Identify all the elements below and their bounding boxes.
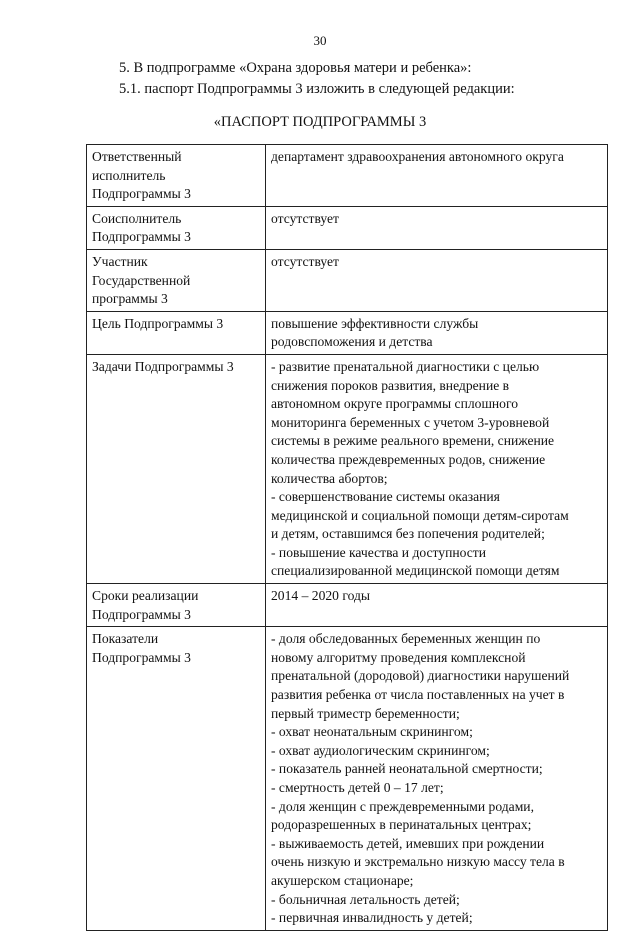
row-value-line: повышение эффективности службы bbox=[271, 315, 479, 331]
row-value-line: системы в режиме реального времени, снижение bbox=[271, 433, 555, 449]
row-value-line: - первичная инвалидность у детей; bbox=[271, 910, 473, 926]
row-value-cell bbox=[266, 206, 608, 249]
row-value-line: и детям, оставшимся без попечения родителей; bbox=[271, 526, 545, 542]
row-label-line: программы 3 bbox=[92, 291, 168, 307]
row-label-line: Задачи Подпрограммы 3 bbox=[92, 358, 234, 374]
passport-table bbox=[86, 144, 608, 931]
row-label-line: Ответственный bbox=[92, 149, 182, 164]
row-label-line: Подпрограммы 3 bbox=[92, 229, 191, 245]
row-value-line: медицинской и социальной помощи детям-сиротам bbox=[271, 507, 569, 523]
row-value-line: количества преждевременных родов, снижение bbox=[271, 451, 546, 467]
row-value-line: департамент здравоохранения автономного округа bbox=[271, 149, 564, 164]
row-value-line: - больничная летальность детей; bbox=[271, 891, 460, 907]
page-number: 30 bbox=[313, 33, 327, 48]
row-value-line: мониторинга беременных с учетом 3-уровневой bbox=[271, 414, 550, 430]
row-value-line: акушерском стационаре; bbox=[271, 872, 414, 888]
row-label-line: Подпрограммы 3 bbox=[92, 606, 191, 622]
row-value-line: очень низкую и экстремально низкую массу тела в bbox=[271, 854, 565, 870]
row-value-line: - смертность детей 0 – 17 лет; bbox=[271, 780, 444, 795]
row-value-line: - выживаемость детей, имевших при рождении bbox=[271, 835, 545, 851]
row-label-cell bbox=[87, 145, 266, 207]
row-value-line: 2014 – 2020 годы bbox=[271, 588, 371, 604]
row-value-line: количества абортов; bbox=[271, 470, 388, 486]
row-value-line: - доля женщин с преждевременными родами, bbox=[271, 798, 534, 814]
row-label-cell bbox=[87, 249, 266, 311]
row-label-line: Показатели bbox=[92, 631, 159, 647]
row-value-line: - охват аудиологическим скринингом; bbox=[271, 742, 490, 758]
table-row bbox=[87, 354, 608, 583]
row-value-line: родовспоможения и детства bbox=[271, 334, 433, 350]
row-value-line: новому алгоритму проведения комплексной bbox=[271, 649, 526, 665]
row-value-line: - доля обследованных беременных женщин по bbox=[271, 631, 541, 647]
table-row bbox=[87, 584, 608, 627]
row-value-cell bbox=[266, 627, 608, 931]
row-value-line: - совершенствование системы оказания bbox=[271, 489, 500, 505]
row-value-line: снижения пороков развития, внедрение в bbox=[271, 377, 510, 393]
row-label-cell bbox=[87, 584, 266, 627]
row-value-cell bbox=[266, 584, 608, 627]
row-value-line: специализированной медицинской помощи детям bbox=[271, 563, 560, 579]
row-label-line: Соисполнитель bbox=[92, 210, 182, 226]
row-value-line: развития ребенка от числа поставленных на учет в bbox=[271, 687, 565, 703]
row-label-line: Участник bbox=[92, 253, 148, 269]
row-label-line: Сроки реализации bbox=[92, 588, 199, 604]
row-label-line: исполнитель bbox=[92, 167, 166, 183]
row-value-line: автономном округе программы сплошного bbox=[271, 396, 519, 412]
row-label-line: Государственной bbox=[92, 272, 191, 288]
intro-line-1: 5. В подпрограмме «Охрана здоровья матери и ребенка»: bbox=[119, 60, 472, 76]
row-label-cell bbox=[87, 627, 266, 931]
table-row bbox=[87, 249, 608, 311]
row-label-cell bbox=[87, 354, 266, 583]
table-row bbox=[87, 206, 608, 249]
row-value-line: - повышение качества и доступности bbox=[271, 544, 487, 560]
row-value-cell bbox=[266, 354, 608, 583]
row-label-cell bbox=[87, 311, 266, 354]
row-value-line: - развитие пренатальной диагностики с целью bbox=[271, 358, 540, 374]
row-label-line: Подпрограммы 3 bbox=[92, 649, 191, 665]
row-value-line: пренатальной (дородовой) диагностики нарушений bbox=[271, 668, 570, 684]
row-value-line: первый триместр беременности; bbox=[271, 705, 460, 721]
row-value-line: родоразрешенных в перинатальных центрах; bbox=[271, 817, 532, 833]
row-value-cell bbox=[266, 311, 608, 354]
row-value-line: - охват неонатальным скринингом; bbox=[271, 724, 473, 740]
table-row bbox=[87, 311, 608, 354]
intro-block bbox=[119, 58, 515, 100]
table-row bbox=[87, 627, 608, 931]
passport-table-body bbox=[87, 145, 608, 931]
row-value-line: отсутствует bbox=[271, 210, 340, 226]
row-value-cell bbox=[266, 249, 608, 311]
intro-line-2: 5.1. паспорт Подпрограммы 3 изложить в следующей редакции: bbox=[119, 81, 515, 97]
row-value-cell bbox=[266, 145, 608, 207]
row-label-line: Цель Подпрограммы 3 bbox=[92, 315, 224, 331]
row-value-line: отсутствует bbox=[271, 253, 340, 269]
row-value-line: - показатель ранней неонатальной смертности; bbox=[271, 761, 543, 777]
row-label-line: Подпрограммы 3 bbox=[92, 186, 191, 202]
table-row bbox=[87, 145, 608, 207]
row-label-cell bbox=[87, 206, 266, 249]
passport-title: «ПАСПОРТ ПОДПРОГРАММЫ 3 bbox=[213, 114, 427, 130]
